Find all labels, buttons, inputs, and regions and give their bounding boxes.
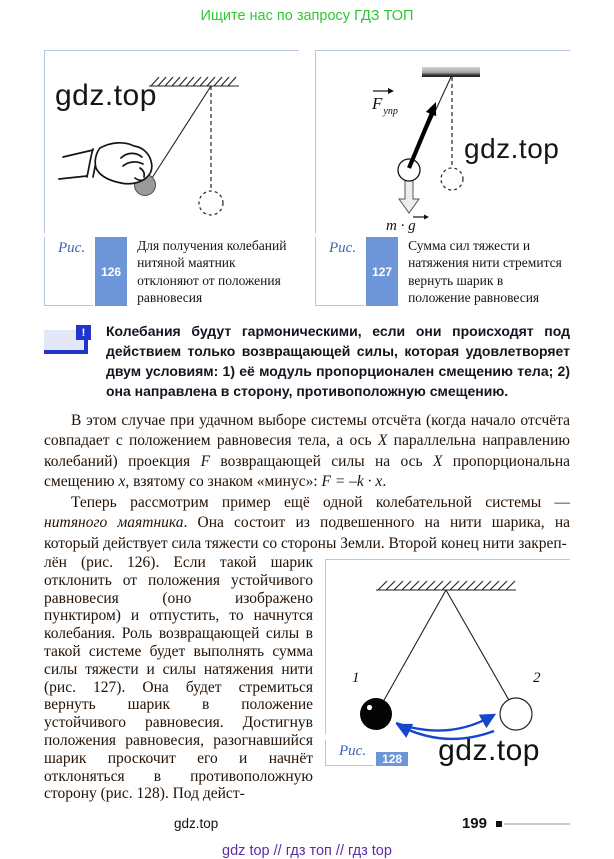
figure-caption: Сумма сил тяжести и натяжения нити стремится вернуть шарик в положение равновесия [408, 238, 562, 305]
weight-force-arrow [399, 177, 419, 213]
ceiling-hatch [376, 581, 516, 590]
ball-position-2 [500, 698, 532, 730]
paragraph-2-top: Теперь рассмотрим пример ещё одной колебательной системы — нитяного маятника. Она состоит из подвешенного на нити шарика, на который действует сила тяжести со стороны Земли. Второй конец нити закреп- [44, 493, 570, 552]
figure-127 [315, 50, 570, 306]
figure-128 [325, 559, 570, 803]
figures-row [44, 50, 570, 306]
string-position-1 [383, 590, 446, 702]
alert-icon [44, 325, 92, 356]
figure-126 [44, 50, 299, 306]
figure-number-badge: 126 [95, 237, 127, 306]
watermark-text: gdz.top [464, 133, 560, 164]
hand-drawing [59, 143, 152, 184]
figure-label: Рис. [315, 237, 364, 306]
page-marker-square [496, 821, 502, 827]
figure-number-badge: 128 [376, 752, 408, 766]
figure-126-drawing [44, 50, 299, 233]
info-callout-text: Колебания будут гармоническими, если они происходят под действием только возвращающей силы, которая удовлетворяет двум условиям: 1) её модуль пропорционален смещению тела; 2) она направлена в сторону, противоположную смещению. [106, 323, 570, 399]
figure-label: Рис. [44, 237, 93, 306]
pendulum-ball [398, 159, 420, 181]
figure-128-drawing [325, 559, 570, 734]
paragraph-2-column: лён (рис. 126). Если такой шарик отклонить от положения устойчивого равновесия (оно изображено пунктиром) и отпустить, то начнутся колебания. Роль возвращающей силы в такой системе будет выполнять сумма силы тяжести и силы натяжения нити (рис. 127). Она будет стремиться вернуть шарик в положение устойчивого равновесия. Достигнув положения равновесия, разогнавшийся шарик проскочит его и начнёт отклоняться в противоположную сторону (рис. 128). Под дейст- [44, 554, 313, 803]
pendulum-string [152, 86, 211, 178]
text-and-figure-row [44, 554, 570, 803]
figure-number-badge: 127 [366, 237, 398, 306]
figure-128-caption-row [325, 736, 570, 766]
page-footer [44, 815, 570, 832]
restoring-force-arrow [409, 102, 436, 168]
figure-127-drawing [315, 50, 570, 233]
equilibrium-ghost-ball [199, 191, 223, 215]
figure-127-caption-row [315, 237, 570, 306]
exclamation-icon: ! [76, 325, 91, 340]
footer-site-text: gdz.top [174, 816, 219, 832]
watermark-text: gdz.top [55, 79, 157, 112]
string-position-2 [446, 590, 510, 702]
ball-position-1 [360, 698, 392, 730]
info-callout [44, 322, 570, 402]
figure-label: Рис. [325, 740, 374, 766]
swinging-pendulum-illustration [326, 560, 570, 734]
ceiling-hatch [149, 77, 239, 86]
equilibrium-ghost-ball [441, 168, 463, 190]
figure-caption: Для получения колебаний нитяной маятник отклоняют от положения равновесия [137, 238, 287, 305]
figure-126-caption-row [44, 237, 299, 306]
position-2-label: 2 [533, 670, 541, 687]
page-content [0, 50, 614, 832]
ball-highlight [367, 705, 372, 710]
page-number: 199 [461, 815, 487, 833]
weight-label: m · g [386, 218, 416, 234]
watermark-text: gdz.top [438, 734, 540, 768]
promo-top-banner: Ищите нас по запросу ГДЗ ТОП [200, 8, 414, 24]
page-rule-line [504, 823, 570, 825]
paragraph-1: В этом случае при удачном выборе системы отсчёта (когда начало отсчёта совпадает с положением равновесия тела, а ось X параллельна направлению колебаний) проекция F возвращающей силы на ось X пропорциональна смещению x, взятому со знаком «минус»: F = –k · x. [44, 411, 571, 491]
tension-force-label: $F_{упр}$ [372, 94, 398, 117]
position-1-label: 1 [352, 670, 360, 687]
ceiling-bar [422, 67, 480, 77]
promo-links[interactable]: gdz top // гдз топ // гдз top [222, 843, 392, 859]
